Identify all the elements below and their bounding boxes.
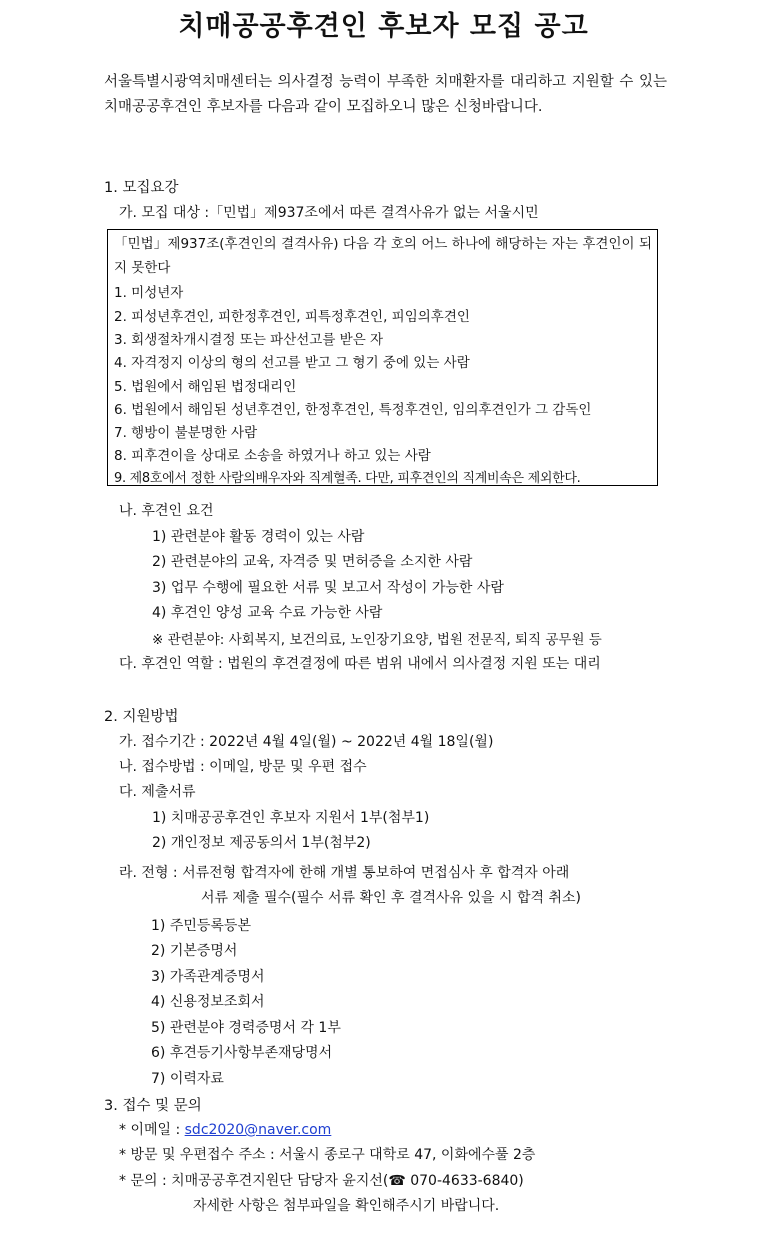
page-title: 치매공공후견인 후보자 모집 공고 xyxy=(178,11,589,42)
screening-line-2: 서류 제출 필수(필수 서류 확인 후 결격사유 있을 시 합격 취소) xyxy=(201,890,582,906)
email-row xyxy=(119,1119,331,1139)
section-1-heading: 1. 모집요강 xyxy=(104,180,179,196)
document-item: 2) 개인정보 제공동의서 1부(첨부2) xyxy=(152,835,371,851)
disqualification-item: 8. 피후견이을 상대로 소송을 하였거나 하고 있는 사람 xyxy=(114,448,431,464)
email-link[interactable]: sdc2020@naver.com xyxy=(184,1122,332,1138)
disqualification-item: 5. 법원에서 해임된 법정대리인 xyxy=(114,379,297,395)
requirement-item: 2) 관련분야의 교육, 자격증 및 면허증을 소지한 사람 xyxy=(152,554,473,570)
email-label: * 이메일 : xyxy=(119,1122,185,1138)
disqualification-item: 3. 회생절차개시결정 또는 파산선고를 받은 자 xyxy=(114,332,384,348)
requirement-item: 1) 관련분야 활동 경력이 있는 사람 xyxy=(152,529,365,545)
related-fields-note: ※ 관련분야: 사회복지, 보건의료, 노인장기요양, 법원 전문직, 퇴직 공무원 등 xyxy=(152,632,602,648)
application-period: 가. 접수기간 : 2022년 4월 4일(월) ~ 2022년 4월 18일(월) xyxy=(119,734,494,750)
document-item: 1) 치매공공후견인 후보자 지원서 1부(첨부1) xyxy=(152,810,430,826)
required-document: 4) 신용정보조회서 xyxy=(151,994,265,1010)
disqualification-item: 2. 피성년후견인, 피한정후견인, 피특정후견인, 피임의후견인 xyxy=(114,309,470,325)
documents-heading: 다. 제출서류 xyxy=(119,784,196,800)
section-3-heading: 3. 접수 및 문의 xyxy=(104,1098,202,1114)
contact-info: * 문의 : 치매공공후견지원단 담당자 윤지선(☎ 070-4633-6840) xyxy=(119,1173,524,1189)
required-document: 5) 관련분야 경력증명서 각 1부 xyxy=(151,1020,341,1036)
application-method: 나. 접수방법 : 이메일, 방문 및 우편 접수 xyxy=(119,759,367,775)
required-document: 3) 가족관계증명서 xyxy=(151,969,265,985)
disqualification-item: 1. 미성년자 xyxy=(114,285,184,301)
screening-line-1: 라. 전형 : 서류전형 합격자에 한해 개별 통보하여 면접심사 후 합격자 아래 xyxy=(119,865,570,881)
required-document: 6) 후견등기사항부존재당명서 xyxy=(151,1045,333,1061)
disqualification-box xyxy=(107,229,658,486)
guardian-role: 다. 후견인 역할 : 법원의 후견결정에 따른 범위 내에서 의사결정 지원 또는 대리 xyxy=(119,656,601,672)
recruit-target: 가. 모집 대상 :「민법」제937조에서 따른 결격사유가 없는 서울시민 xyxy=(119,205,539,221)
guardian-requirements-heading: 나. 후견인 요건 xyxy=(119,503,214,519)
required-document: 1) 주민등록등본 xyxy=(151,918,251,934)
section-2-heading: 2. 지원방법 xyxy=(104,709,179,725)
required-document: 2) 기본증명서 xyxy=(151,943,238,959)
required-document: 7) 이력자료 xyxy=(151,1071,224,1087)
closing-note: 자세한 사항은 첨부파일을 확인해주시기 바랍니다. xyxy=(193,1198,500,1214)
disqualification-item: 9. 제8호에서 정한 사람의배우자와 직계혈족. 다만, 피후견인의 직계비속은 제외한다. xyxy=(114,471,581,486)
requirement-item: 4) 후견인 양성 교육 수료 가능한 사람 xyxy=(152,605,383,621)
disqualification-intro: 「민법」제937조(후견인의 결격사유) 다음 각 호의 어느 하나에 해당하는 자는 후견인이 되지 못한다 xyxy=(114,236,652,276)
requirement-item: 3) 업무 수행에 필요한 서류 및 보고서 작성이 가능한 사람 xyxy=(152,580,504,596)
disqualification-item: 7. 행방이 불분명한 사람 xyxy=(114,425,258,441)
intro-paragraph: 서울특별시광역치매센터는 의사결정 능력이 부족한 치매환자를 대리하고 지원할 수 있는 치매공공후견인 후보자를 다음과 같이 모집하오니 많은 신청바랍니다. xyxy=(104,74,667,115)
disqualification-item: 4. 자격정지 이상의 형의 선고를 받고 그 형기 중에 있는 사람 xyxy=(114,355,470,371)
visit-address: * 방문 및 우편접수 주소 : 서울시 종로구 대학로 47, 이화에수풀 2층 xyxy=(119,1147,536,1163)
disqualification-item: 6. 법원에서 해임된 성년후견인, 한정후견인, 특정후견인, 임의후견인가 그 감독인 xyxy=(114,402,592,418)
